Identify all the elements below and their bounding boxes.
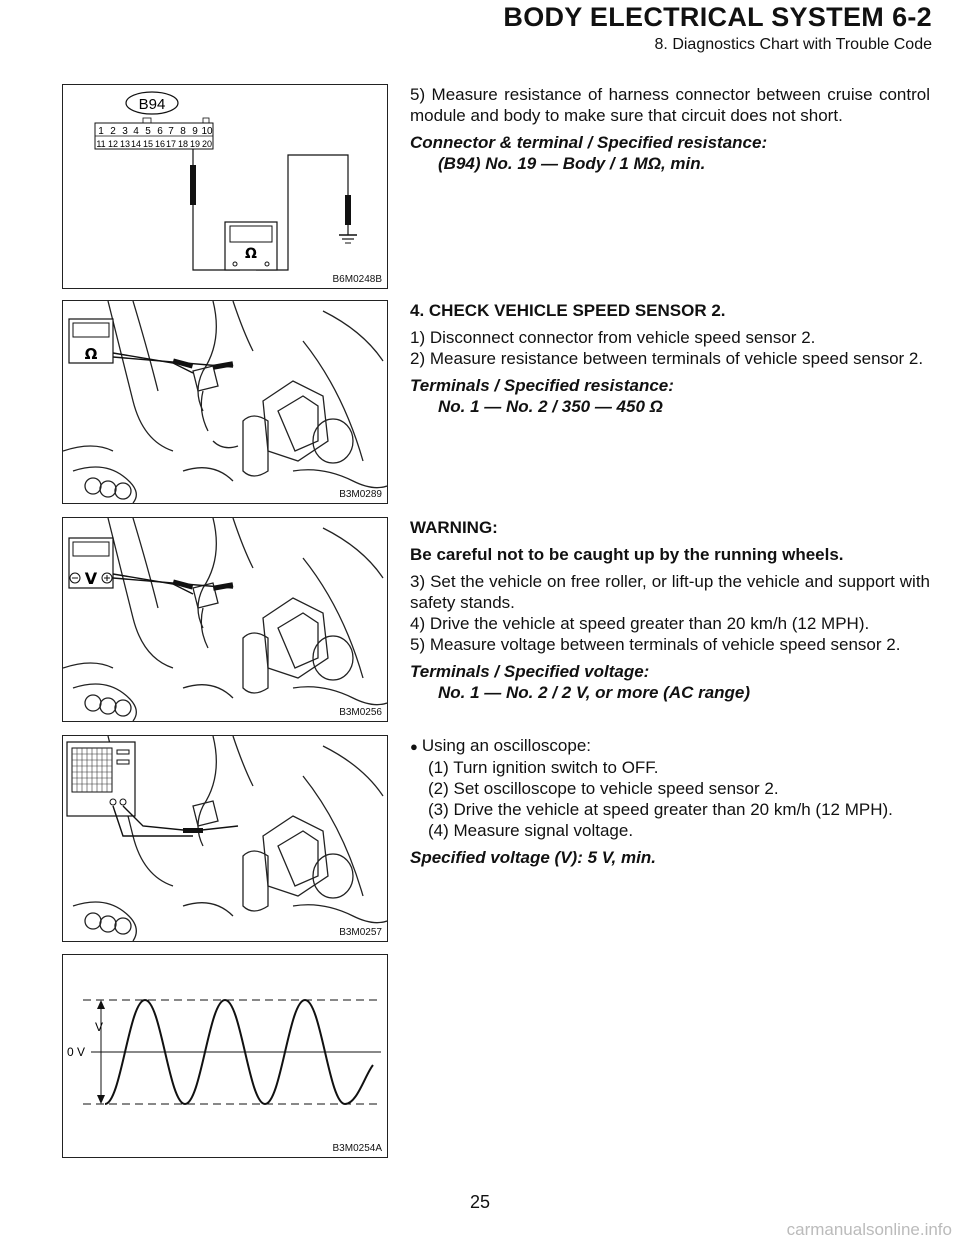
text-block-oscilloscope <box>410 735 930 874</box>
step-text: (1) Turn ignition switch to OFF. <box>428 758 659 777</box>
svg-text:17: 17 <box>165 139 177 149</box>
svg-text:20: 20 <box>201 139 213 149</box>
voltmeter-icon <box>69 538 113 588</box>
step-text: 1) Disconnect connector from vehicle speed sensor 2. <box>410 328 816 347</box>
svg-text:Ω: Ω <box>245 246 257 262</box>
spec-value: No. 1 — No. 2 / 2 V, or more (AC range) <box>438 683 751 702</box>
svg-text:6: 6 <box>157 126 163 137</box>
text-block-voltage-check <box>410 517 930 709</box>
spec-heading: Terminals / Specified voltage: <box>410 662 650 681</box>
figure-code: B3M0256 <box>339 707 382 718</box>
spec-value: (B94) No. 19 — Body / 1 MΩ, min. <box>438 154 706 173</box>
warning-heading: WARNING: <box>410 518 498 537</box>
oscilloscope-lead: ● Using an oscilloscope: <box>410 736 592 755</box>
figure-sensor-resistance <box>62 300 388 504</box>
figure-sensor-voltage <box>62 517 388 722</box>
svg-text:Ω: Ω <box>84 345 98 363</box>
spec-heading: Connector & terminal / Specified resistance: <box>410 133 768 152</box>
svg-text:12: 12 <box>107 139 119 149</box>
svg-text:9: 9 <box>192 126 198 137</box>
svg-text:2: 2 <box>110 126 116 137</box>
figure-connector-b94 <box>62 84 388 289</box>
step-text: 3) Set the vehicle on free roller, or lift-up the vehicle and support with safety stands. <box>410 572 930 612</box>
ohmmeter-icon <box>69 319 113 363</box>
svg-text:15: 15 <box>142 139 154 149</box>
svg-text:10: 10 <box>201 126 213 137</box>
ohmmeter-icon <box>225 222 277 270</box>
step-text: (3) Drive the vehicle at speed greater than 20 km/h (12 MPH). <box>428 800 893 819</box>
figure-sensor-oscilloscope <box>62 735 388 942</box>
step-text: (2) Set oscilloscope to vehicle speed sensor 2. <box>428 779 779 798</box>
svg-text:V: V <box>84 569 98 588</box>
svg-text:16: 16 <box>154 139 166 149</box>
text-block-speed-sensor <box>410 300 930 423</box>
waveform-v-label: V <box>95 1020 104 1034</box>
figure-code: B3M0254A <box>332 1143 382 1154</box>
figure-code: B3M0289 <box>339 489 382 500</box>
section-title-text: BODY ELECTRICAL SYSTEM <box>503 2 885 32</box>
figure-waveform <box>62 954 388 1158</box>
check-title: 4. CHECK VEHICLE SPEED SENSOR 2. <box>410 301 726 320</box>
svg-text:4: 4 <box>133 126 139 137</box>
section-subtitle: 8. Diagnostics Chart with Trouble Code <box>654 36 932 53</box>
figure-code: B6M0248B <box>332 274 382 285</box>
step-text: 5) Measure resistance of harness connector between cruise control module and body to make sure that circuit does not short. <box>410 85 930 125</box>
step-text: 2) Measure resistance between terminals of vehicle speed sensor 2. <box>410 349 924 368</box>
text-block-short-check <box>410 84 930 180</box>
section-title <box>495 2 932 33</box>
svg-text:3: 3 <box>122 126 128 137</box>
svg-text:19: 19 <box>189 139 201 149</box>
step-text: 5) Measure voltage between terminals of vehicle speed sensor 2. <box>410 635 901 654</box>
svg-text:5: 5 <box>145 126 151 137</box>
step-text: 4) Drive the vehicle at speed greater than 20 km/h (12 MPH). <box>410 614 870 633</box>
figure-code: B3M0257 <box>339 927 382 938</box>
bullet-icon: ● <box>410 739 418 754</box>
warning-text: Be careful not to be caught up by the running wheels. <box>410 545 844 564</box>
footer-watermark-url: carmanualsonline.info <box>786 1220 952 1239</box>
svg-text:7: 7 <box>168 126 174 137</box>
svg-text:14: 14 <box>130 139 142 149</box>
svg-text:13: 13 <box>119 139 131 149</box>
section-number: 6-2 <box>892 2 932 32</box>
connector-label: B94 <box>138 96 166 113</box>
step-text: (4) Measure signal voltage. <box>428 821 634 840</box>
page-number: 25 <box>469 1192 491 1212</box>
svg-text:18: 18 <box>177 139 189 149</box>
svg-text:8: 8 <box>180 126 186 137</box>
svg-text:1: 1 <box>98 126 104 137</box>
spec-value: No. 1 — No. 2 / 350 — 450 Ω <box>438 397 663 416</box>
svg-text:11: 11 <box>96 139 106 149</box>
connector-pin-grid <box>95 118 213 149</box>
spec-heading: Terminals / Specified resistance: <box>410 376 674 395</box>
spec-value: Specified voltage (V): 5 V, min. <box>410 848 656 867</box>
waveform-0v-label: 0 V <box>67 1045 86 1059</box>
oscilloscope-icon <box>67 742 135 816</box>
